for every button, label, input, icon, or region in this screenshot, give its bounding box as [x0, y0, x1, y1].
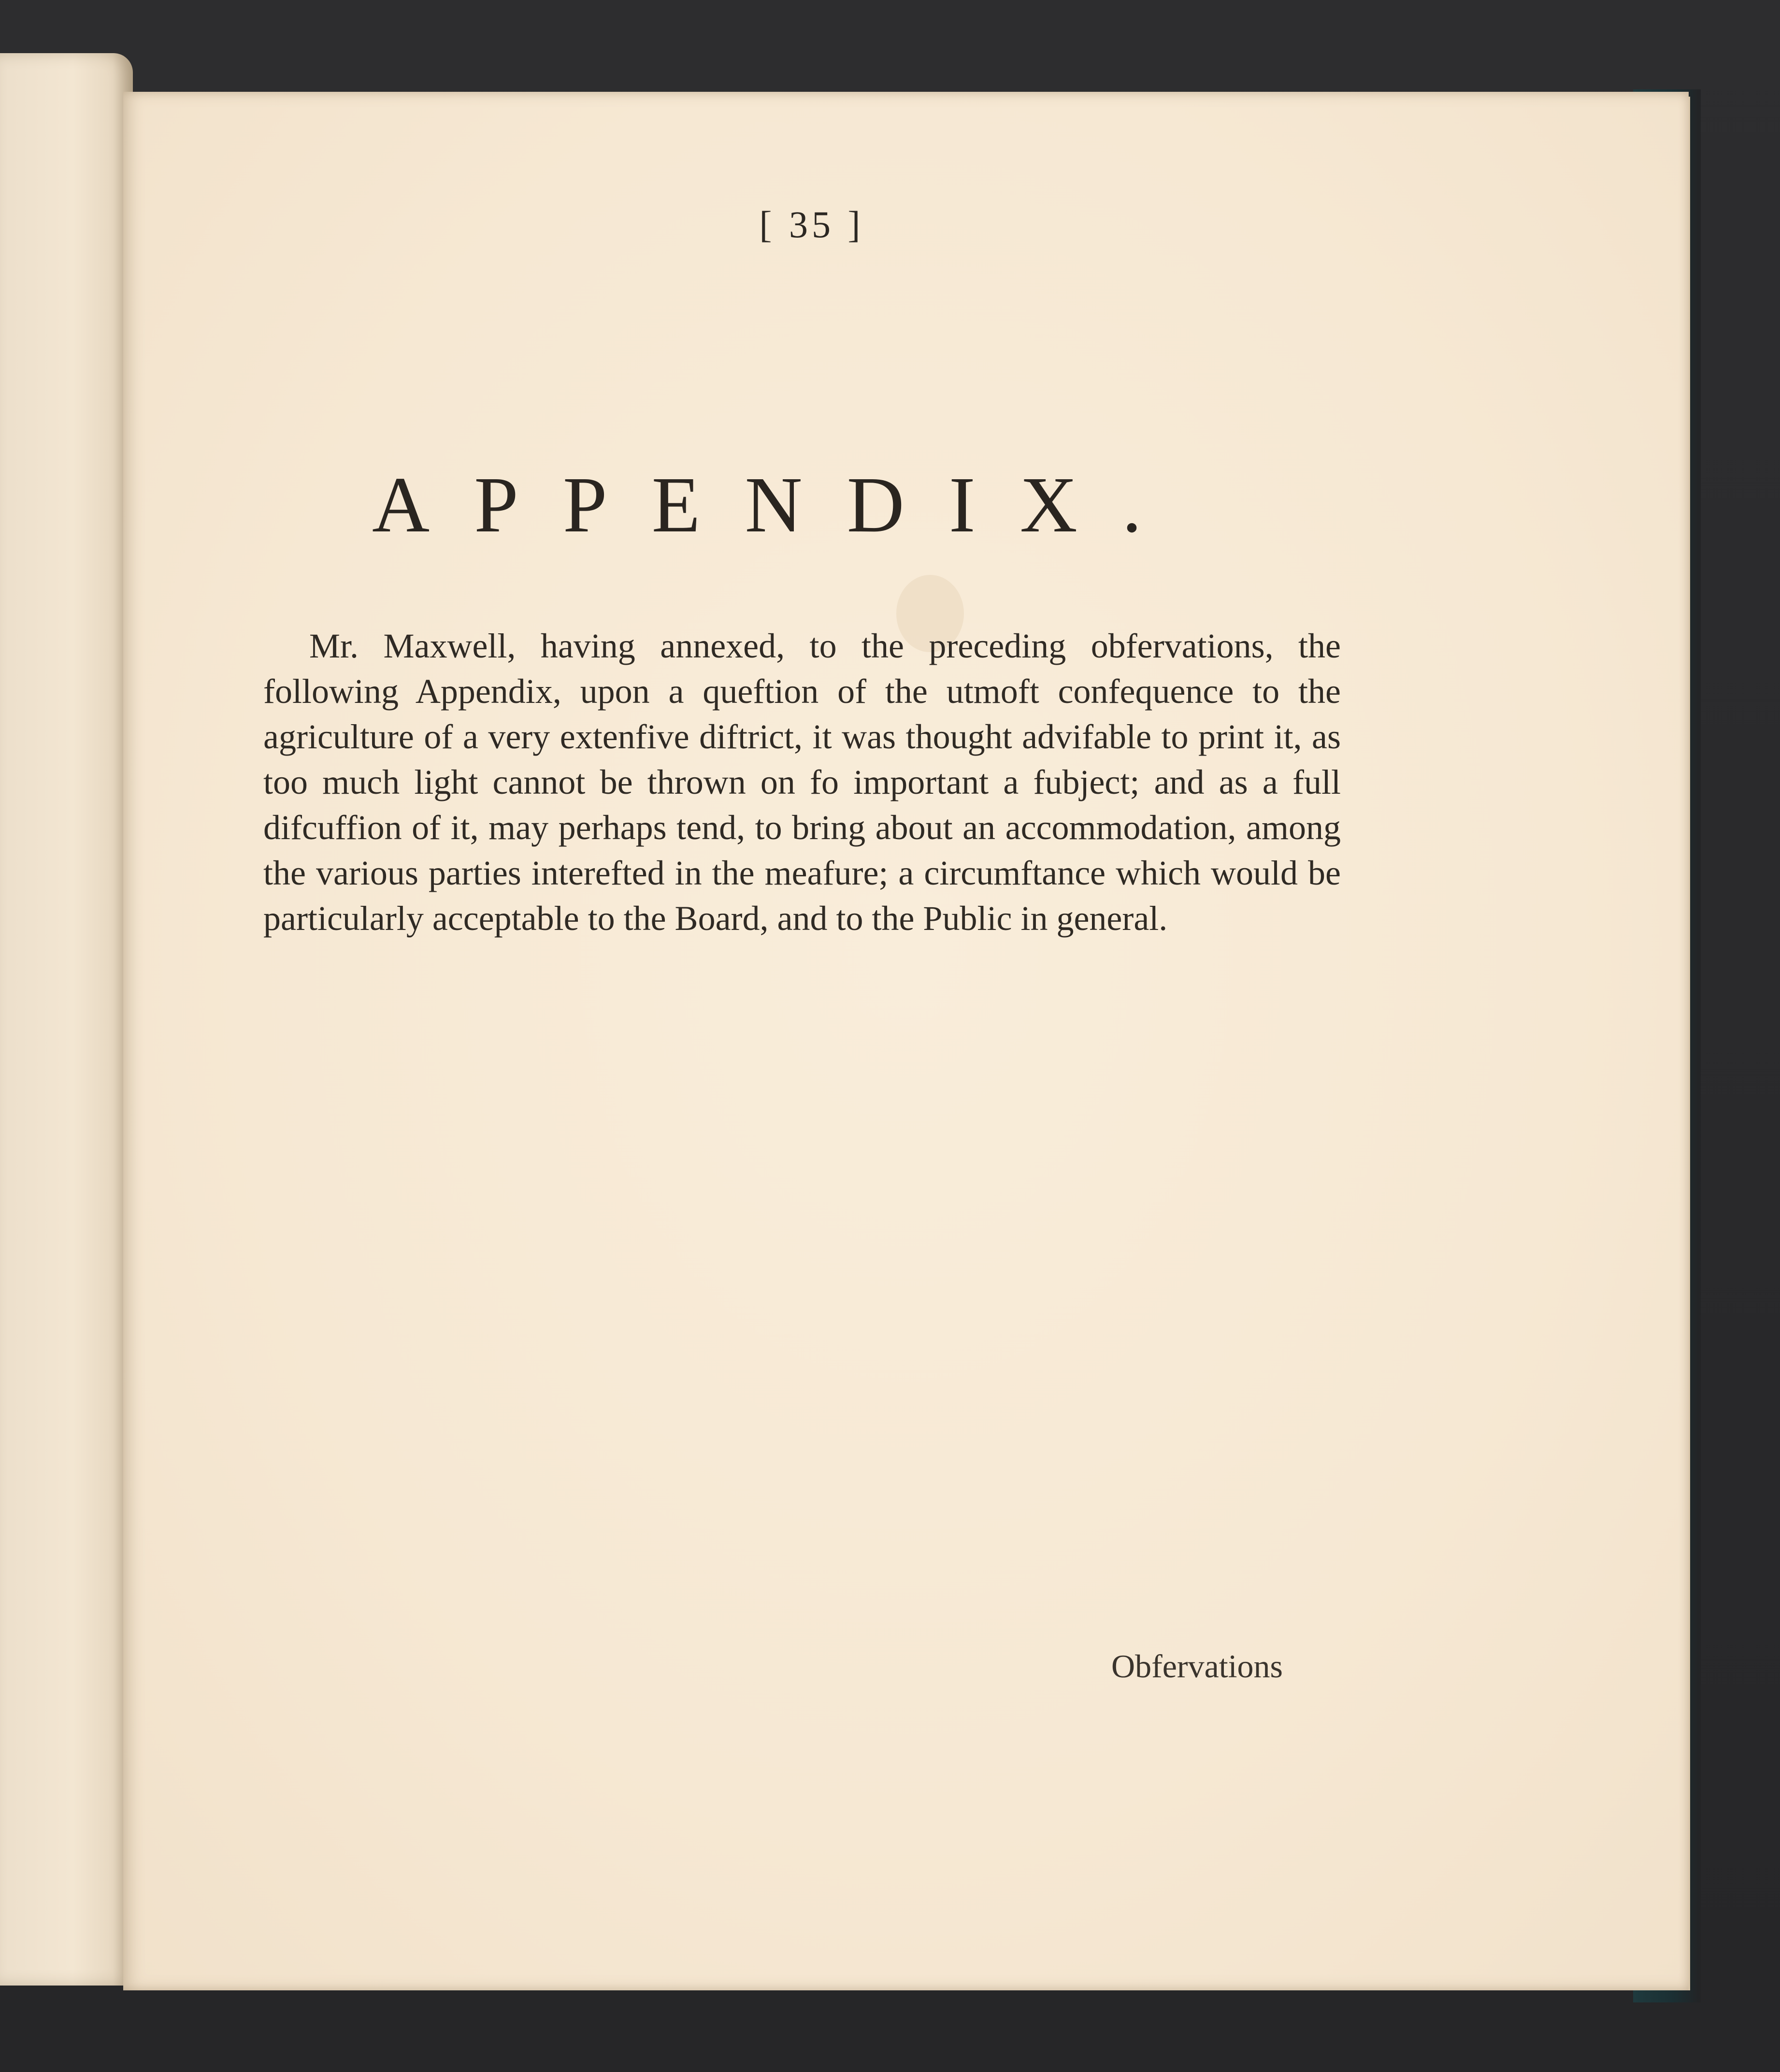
- page-number: [ 35 ]: [759, 203, 864, 245]
- page-title: APPENDIX.: [372, 460, 1187, 549]
- book-page: [123, 92, 1689, 1990]
- facing-page-left: [0, 53, 133, 1986]
- body-paragraph: Mr. Maxwell, having annexed, to the preceding obfervations, the following Appendix, upon a queftion of the utmoft confequence to the agriculture of a very extenfive diftrict, it was thought advifable to print it, as too much light cannot be thrown on fo important a fubject; and as a full difcuffion of it, may perhaps tend, to bring about an accommodation, among the various parties interefted in the meafure; a circumftance which would be particularly acceptable to the Board, and to the Public in general.: [263, 627, 1341, 938]
- catchword: Obfervations: [1111, 1648, 1283, 1685]
